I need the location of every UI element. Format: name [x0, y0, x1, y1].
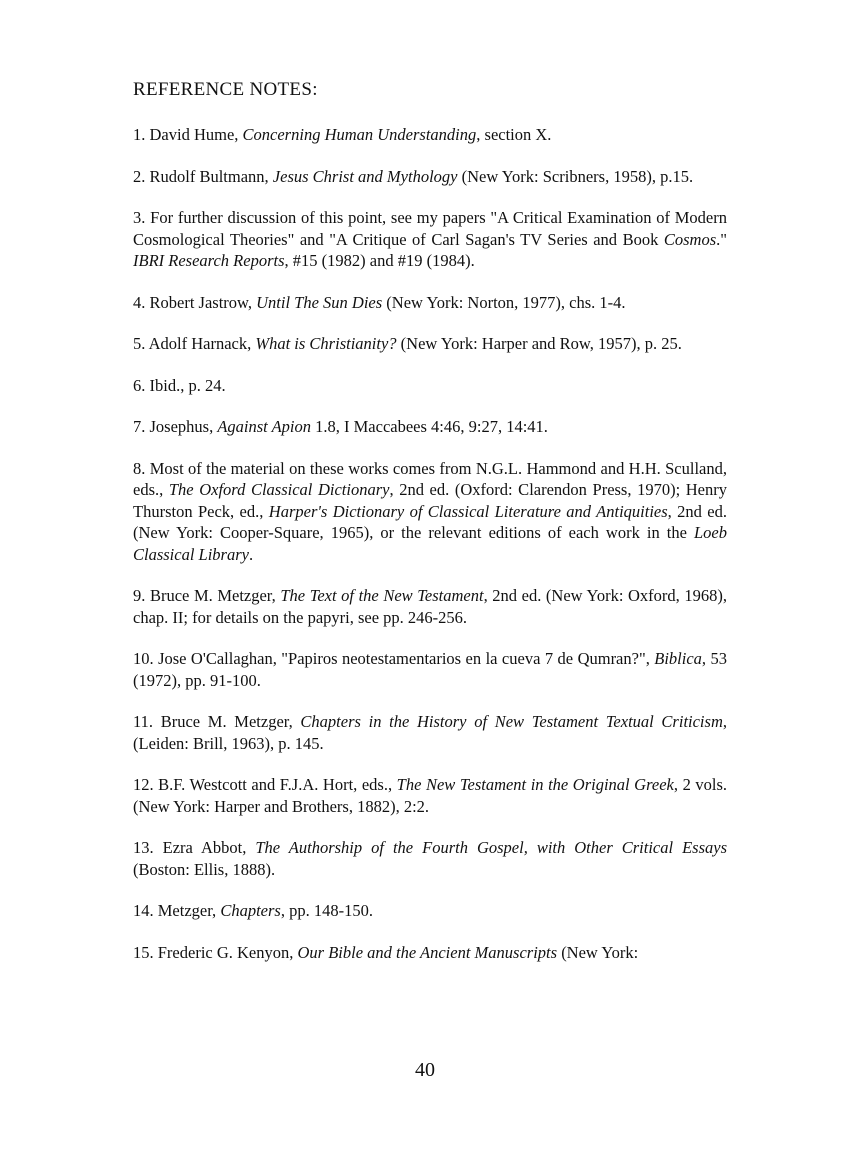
note-number: 2. [133, 166, 146, 186]
note-9 [133, 585, 727, 628]
note-text: , 53 (1972), pp. 91-100. [133, 649, 727, 690]
note-number: 10. [133, 649, 154, 668]
note-text: , pp. 148-150. [280, 901, 373, 920]
note-title: The New Testament in the Original Greek [396, 775, 674, 794]
note-1 [133, 124, 727, 146]
note-15 [133, 942, 727, 964]
note-text: (New York: Scribners, 1958), p.15. [457, 166, 694, 186]
note-text: , section X. [476, 125, 552, 144]
note-text: 1.8, I Maccabees 4:46, 9:27, 14:41. [311, 417, 548, 436]
note-number: 12. [133, 775, 154, 794]
note-text: Adolf Harnack, [145, 334, 256, 353]
note-3 [133, 207, 727, 272]
note-text: (New York: [557, 942, 639, 962]
note-text: Bruce M. Metzger, [153, 712, 301, 731]
note-number: 3. [133, 208, 146, 227]
note-text: Bruce M. Metzger, [145, 586, 281, 605]
note-text: , 2nd ed. (New York: Oxford, 1968), chap. II; for details on the papyri, see pp. 246-256. [133, 586, 727, 627]
note-title: The Text of the New Testament [280, 586, 484, 605]
note-text: Robert Jastrow, [145, 292, 257, 312]
note-text: , (Leiden: Brill, 1963), p. 145. [133, 712, 727, 753]
note-text: (Boston: Ellis, 1888). [133, 859, 276, 879]
note-number: 6. [133, 375, 146, 395]
note-number: 15. [133, 942, 154, 962]
note-text: Frederic G. Kenyon, [153, 942, 298, 962]
note-14 [133, 900, 727, 922]
note-4 [133, 292, 727, 314]
note-text: (New York: Norton, 1977), chs. 1-4. [382, 292, 626, 312]
note-title: IBRI Research Reports [133, 251, 285, 270]
note-title: Loeb Classical Library [133, 523, 727, 564]
note-number: 14. [133, 901, 154, 920]
note-number: 5. [133, 334, 146, 353]
note-11 [133, 711, 727, 754]
reference-notes-page [133, 78, 727, 983]
note-text: , 2nd ed. (Oxford: Clarendon Press, 1970); Henry Thurston Peck, ed., [133, 480, 727, 521]
note-2 [133, 166, 727, 188]
note-13 [133, 837, 727, 880]
note-number: 9. [133, 586, 146, 605]
note-text: Ibid., p. 24. [145, 375, 226, 395]
note-title: Until The Sun Dies [256, 292, 383, 312]
note-title: Our Bible and the Ancient Manuscripts [297, 942, 558, 962]
note-title: Harper's Dictionary of Classical Literature and Antiquities [268, 501, 668, 521]
note-title: Concerning Human Understanding [242, 125, 477, 144]
note-text: Rudolf Bultmann, [145, 166, 273, 186]
note-number: 1. [133, 125, 146, 144]
note-title: The Oxford Classical Dictionary [168, 480, 390, 499]
note-text: , 2 vols. (New York: Harper and Brothers, 1882), 2:2. [133, 775, 728, 816]
page-heading: REFERENCE NOTES: [133, 79, 318, 100]
note-title: Chapters in the History of New Testament Textual Criticism [300, 712, 723, 731]
note-text: Metzger, [153, 901, 221, 920]
note-title: Cosmos [663, 229, 717, 249]
note-title: Biblica [654, 649, 702, 668]
note-number: 8. [133, 458, 146, 478]
note-7 [133, 416, 727, 438]
note-text: Ezra Abbot, [153, 838, 256, 857]
note-text: Josephus, [145, 417, 218, 436]
note-number: 11. [133, 712, 154, 731]
note-number: 7. [133, 417, 146, 436]
note-text: David Hume, [145, 125, 243, 144]
note-8 [133, 458, 727, 566]
note-number: 4. [133, 292, 146, 312]
note-text: For further discussion of this point, see my papers "A Critical Examination of Modern Cosmological Theories" and "A Critique of Carl Sagan's TV Series and Book [133, 208, 727, 249]
note-number: 13. [133, 838, 154, 857]
note-12 [133, 774, 727, 817]
note-title: Chapters [220, 901, 281, 920]
note-10 [133, 648, 727, 691]
note-text: Most of the material on these works comes from N.G.L. Hammond and H.H. Sculland, eds., [133, 458, 727, 499]
note-title: Jesus Christ and Mythology [272, 166, 458, 186]
note-5 [133, 333, 727, 355]
page-number: 40 [415, 1059, 435, 1081]
note-text: (New York: Harper and Row, 1957), p. 25. [396, 334, 682, 353]
note-6 [133, 375, 727, 397]
note-text: . [248, 544, 254, 564]
note-text: Jose O'Callaghan, "Papiros neotestamentarios en la cueva 7 de Qumran?", [153, 649, 655, 668]
note-title: What is Christianity? [255, 334, 397, 353]
note-text: B.F. Westcott and F.J.A. Hort, eds., [153, 775, 397, 794]
note-text: , 2nd ed. (New York: Cooper-Square, 1965), or the relevant editions of each work in the [133, 501, 728, 542]
note-text: ." [716, 229, 727, 249]
note-title: Against Apion [217, 417, 312, 436]
note-text: , #15 (1982) and #19 (1984). [284, 251, 475, 270]
note-title: The Authorship of the Fourth Gospel, with Other Critical Essays [255, 838, 727, 857]
